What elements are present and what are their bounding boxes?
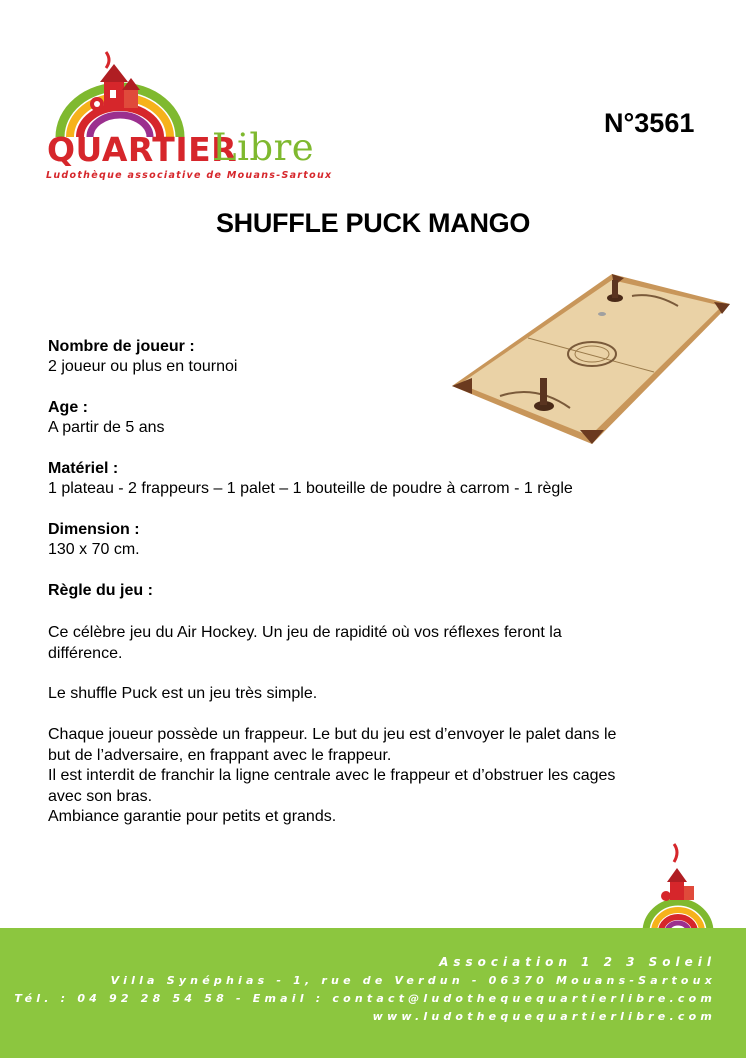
- logo-tagline: Ludothèque associative de Mouans-Sartoux: [46, 170, 333, 181]
- rules-p1-line1: Ce célèbre jeu du Air Hockey. Un jeu de rapidité où vos réflexes feront la: [48, 624, 562, 641]
- product-photo: [442, 266, 732, 456]
- rules-p3-line3: Il est interdit de franchir la ligne centrale avec le frappeur et d’obstruer les cages: [48, 767, 616, 784]
- material-label: Matériel :: [48, 460, 119, 477]
- rules-paragraph-1: [48, 623, 698, 664]
- rules-p3-line2: but de l’adversaire, en frappant avec le frappeur.: [48, 746, 392, 764]
- rules-p1-line2: différence.: [48, 644, 123, 662]
- age-value: A partir de 5 ans: [48, 419, 165, 436]
- small-logo-icon: [640, 840, 716, 940]
- footer-address: Villa Synéphias - 1, rue de Verdun - 06370 Mouans-Sartoux: [110, 974, 716, 987]
- footer-association: Association 1 2 3 Soleil: [439, 955, 716, 969]
- footer-website: www.ludothequequartierlibre.com: [372, 1010, 716, 1023]
- page-title: SHUFFLE PUCK MANGO: [215, 208, 531, 238]
- material-value: 1 plateau - 2 frappeurs – 1 palet – 1 bouteille de poudre à carrom - 1 règle: [48, 480, 573, 497]
- players-label: Nombre de joueur :: [48, 338, 195, 355]
- rules-label: Règle du jeu :: [48, 582, 153, 599]
- footer-contact: Tél. : 04 92 28 54 58 - Email : contact@ludothequequartierlibre.com: [14, 992, 716, 1005]
- dimension-value: 130 x 70 cm.: [48, 541, 140, 558]
- logo-word-quartier: QUARTIER: [47, 130, 238, 169]
- rules-paragraph-3: [48, 725, 698, 828]
- houses-icon: [90, 52, 140, 111]
- rules-p3-line1: Chaque joueur possède un frappeur. Le but du jeu est d’envoyer le palet dans le: [48, 726, 617, 743]
- age-label: Age :: [48, 399, 88, 416]
- players-value: 2 joueur ou plus en tournoi: [48, 358, 238, 375]
- rules-p3-line4: avec son bras.: [48, 787, 153, 805]
- rules-paragraph-2: Le shuffle Puck est un jeu très simple.: [48, 685, 318, 702]
- logo-word-libre: Libre: [212, 126, 315, 169]
- dimension-label: Dimension :: [48, 521, 140, 538]
- reference-number: N°3561: [604, 108, 695, 138]
- rules-p3-line5: Ambiance garantie pour petits et grands.: [48, 808, 337, 825]
